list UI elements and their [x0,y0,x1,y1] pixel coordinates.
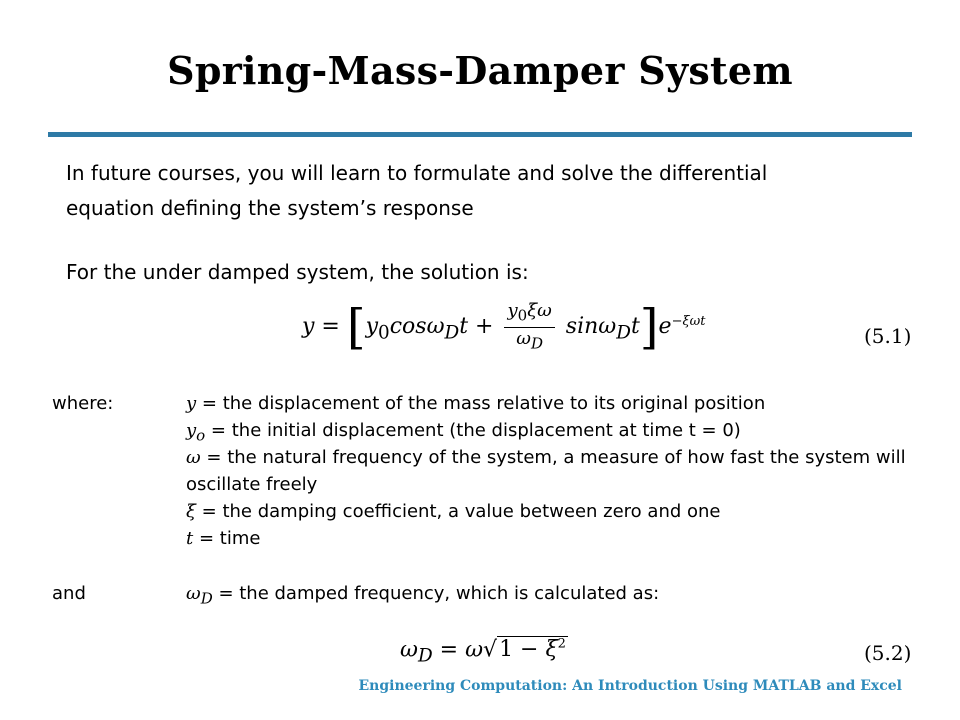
def-row-y [186,393,765,415]
intro-line-1: In future courses, you will learn to formulate and solve the differential [66,161,768,185]
def-symbol: $\omega_D$ [186,583,213,608]
equation-number-5-2: (5.2) [864,641,912,665]
equation-5-1: $y = [y_0\cos\omega_Dt$ + $\frac{y_0\xi\omega}{\omega_D}$ $\sin\omega_Dt]e^{-\xi\omega t}$ [302,299,706,356]
def-symbol: t [186,528,194,549]
def-row-omega [186,447,906,469]
def-text: oscillate freely [186,474,318,495]
title-divider [48,132,912,137]
def-row-yo [186,420,741,447]
def-row-t [186,528,260,550]
def-text: = the displacement of the mass relative to its original position [196,393,766,414]
def-row-omega-d [186,583,659,610]
intro-line-3: For the under damped system, the solution is: [66,260,529,284]
where-label: where: [52,393,114,414]
def-text: = the initial displacement (the displacement at time t = 0) [205,420,741,441]
def-symbol: y [186,393,197,414]
and-label: and [52,583,86,604]
slide-title: Spring-Mass-Damper System [167,48,793,93]
def-row-xi [186,501,721,523]
equation-5-2: $\omega_D = \omega√1 - \xi^2$ [400,637,566,667]
def-symbol: $y_o$ [186,420,206,445]
def-symbol: ξ [186,501,196,522]
def-text: = the damping coefficient, a value between zero and one [195,501,721,522]
equation-number-5-1: (5.1) [864,324,912,348]
def-text: = time [193,528,261,549]
intro-line-2: equation defining the system’s response [66,196,474,220]
def-text: = the damped frequency, which is calculated as: [212,583,660,604]
footer-text: Engineering Computation: An Introduction Using MATLAB and Excel [358,678,902,694]
def-text: = the natural frequency of the system, a measure of how fast the system will [200,447,906,468]
def-row-omega-cont [186,474,317,496]
def-symbol: ω [186,447,201,468]
